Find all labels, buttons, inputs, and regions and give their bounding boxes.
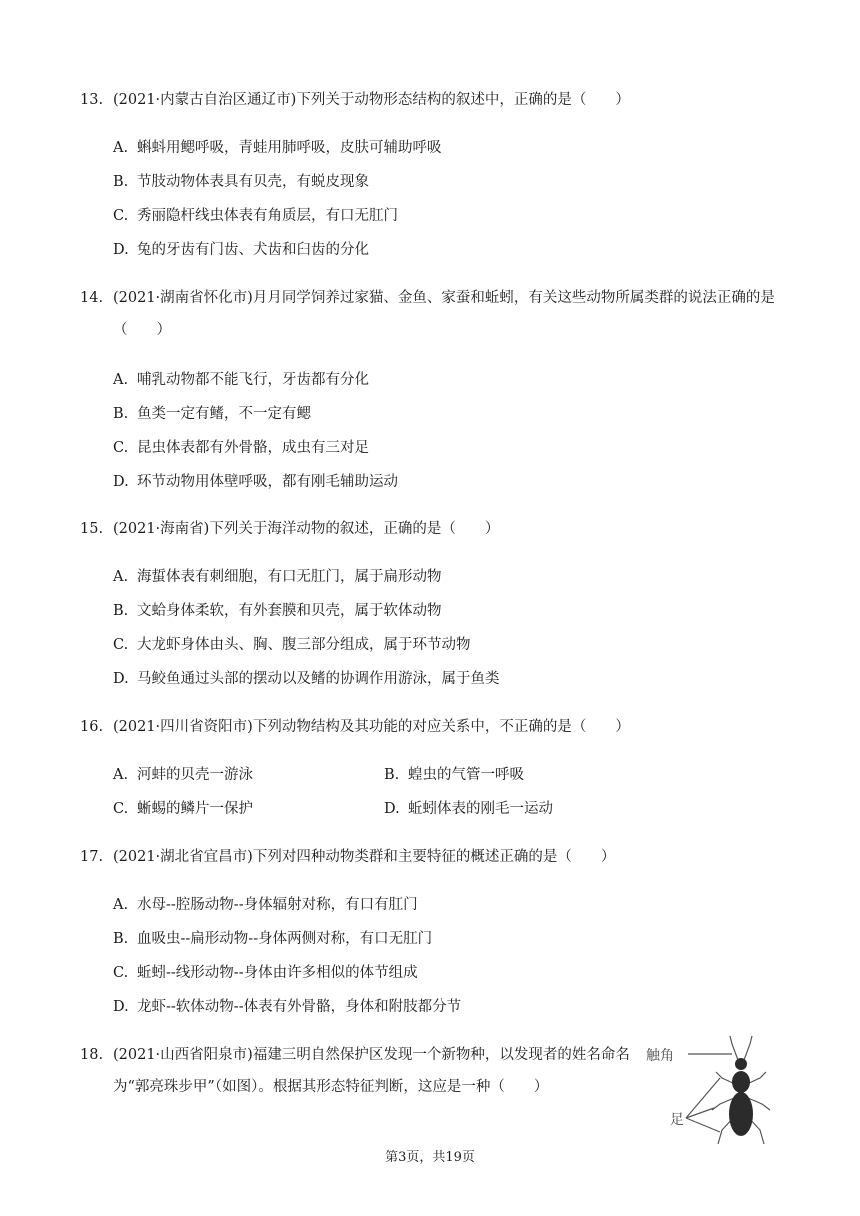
option-letter: C.	[113, 208, 129, 224]
option-letter: B.	[113, 406, 129, 422]
question-number: 18.	[80, 1047, 104, 1063]
option-letter: A.	[113, 140, 129, 156]
option-letter: A.	[113, 372, 129, 388]
option-letter: B.	[384, 767, 400, 783]
question-stem	[80, 717, 780, 737]
question-number: 17.	[80, 849, 104, 865]
option-text: 兔的牙齿有门齿、犬齿和臼齿的分化	[137, 242, 369, 258]
option-c	[113, 206, 398, 226]
question-number: 13.	[80, 92, 104, 108]
option-letter: C.	[113, 801, 129, 817]
option-letter: D.	[113, 242, 129, 258]
option-text: 鱼类一定有鳍，不一定有鳃	[137, 406, 311, 422]
option-letter: B.	[113, 931, 129, 947]
question-number: 14.	[80, 290, 104, 306]
option-c	[113, 963, 418, 983]
question-stem	[80, 90, 780, 110]
question-stem	[80, 519, 780, 539]
question-number: 15.	[80, 521, 104, 537]
option-text: 水母--腔肠动物--身体辐射对称，有口有肛门	[137, 897, 418, 913]
option-a	[113, 895, 418, 915]
option-b	[384, 765, 524, 785]
option-text: 海蜇体表有刺细胞，有口无肛门，属于扁形动物	[137, 569, 442, 585]
question-text: (2021·湖南省怀化市)月月同学饲养过家猫、金鱼、家蚕和蚯蚓，有关这些动物所属类群的说法正确的是（ ）	[113, 290, 775, 338]
question-text: (2021·山西省阳泉市)福建三明自然保护区发现一个新物种，以发现者的姓名命名为“郭亮珠步甲”（如图）。根据其形态特征判断，这应是一种（ ）	[113, 1047, 630, 1095]
option-a	[113, 765, 253, 785]
question-13	[80, 90, 780, 110]
option-text: 蝌蚪用鳃呼吸，青蛙用肺呼吸，皮肤可辅助呼吸	[137, 140, 442, 156]
option-text: 昆虫体表都有外骨骼，成虫有三对足	[137, 440, 369, 456]
question-text: (2021·四川省资阳市)下列动物结构及其功能的对应关系中，不正确的是（ ）	[113, 719, 630, 735]
option-letter: A.	[113, 897, 129, 913]
option-b	[113, 172, 369, 192]
option-c	[113, 438, 369, 458]
option-text: 蚯蚓体表的刚毛一运动	[408, 801, 553, 817]
option-text: 秀丽隐杆线虫体表有角质层，有口无肛门	[137, 208, 398, 224]
question-text: (2021·海南省)下列关于海洋动物的叙述，正确的是（ ）	[113, 521, 500, 537]
option-b	[113, 601, 442, 621]
question-18	[80, 1045, 640, 1103]
option-letter: D.	[113, 671, 129, 687]
option-text: 蝗虫的气管一呼吸	[408, 767, 524, 783]
question-number: 16.	[80, 719, 104, 735]
option-d	[384, 799, 553, 819]
question-14	[80, 288, 780, 346]
option-a	[113, 138, 442, 158]
question-17	[80, 847, 780, 867]
page-number: 第3页，共19页	[385, 1150, 475, 1165]
option-letter: B.	[113, 603, 129, 619]
option-text: 大龙虾身体由头、胸、腹三部分组成，属于环节动物	[137, 637, 471, 653]
question-16	[80, 717, 780, 737]
option-d	[113, 997, 461, 1017]
option-text: 蚯蚓--线形动物--身体由许多相似的体节组成	[137, 965, 418, 981]
option-d	[113, 669, 500, 689]
question-15	[80, 519, 780, 539]
question-stem	[80, 288, 780, 346]
option-text: 血吸虫--扁形动物--身体两侧对称，有口无肛门	[137, 931, 433, 947]
option-text: 节肢动物体表具有贝壳，有蜕皮现象	[137, 174, 369, 190]
option-text: 马鲛鱼通过头部的摆动以及鳍的协调作用游泳，属于鱼类	[137, 671, 500, 687]
option-letter: D.	[384, 801, 400, 817]
option-letter: C.	[113, 965, 129, 981]
option-letter: C.	[113, 637, 129, 653]
option-letter: B.	[113, 174, 129, 190]
question-stem	[80, 1045, 640, 1103]
option-b	[113, 404, 311, 424]
option-text: 文蛤身体柔软，有外套膜和贝壳，属于软体动物	[137, 603, 442, 619]
option-d	[113, 240, 369, 260]
option-letter: A.	[113, 767, 129, 783]
option-a	[113, 370, 369, 390]
option-letter: D.	[113, 474, 129, 490]
option-letter: D.	[113, 999, 129, 1015]
option-b	[113, 929, 432, 949]
antenna-label: 触角	[646, 1048, 674, 1064]
option-c	[113, 635, 471, 655]
option-letter: C.	[113, 440, 129, 456]
option-text: 环节动物用体壁呼吸，都有刚毛辅助运动	[137, 474, 398, 490]
option-d	[113, 472, 398, 492]
leg-label: 足	[670, 1112, 684, 1128]
option-text: 哺乳动物都不能飞行，牙齿都有分化	[137, 372, 369, 388]
option-letter: A.	[113, 569, 129, 585]
question-text: (2021·内蒙古自治区通辽市)下列关于动物形态结构的叙述中，正确的是（ ）	[113, 92, 630, 108]
option-text: 蜥蜴的鳞片一保护	[137, 801, 253, 817]
question-stem	[80, 847, 780, 867]
option-c	[113, 799, 253, 819]
option-text: 龙虾--软体动物--体表有外骨骼，身体和附肢都分节	[137, 999, 462, 1015]
option-a	[113, 567, 442, 587]
question-text: (2021·湖北省宜昌市)下列对四种动物类群和主要特征的概述正确的是（ ）	[113, 849, 616, 865]
option-text: 河蚌的贝壳一游泳	[137, 767, 253, 783]
